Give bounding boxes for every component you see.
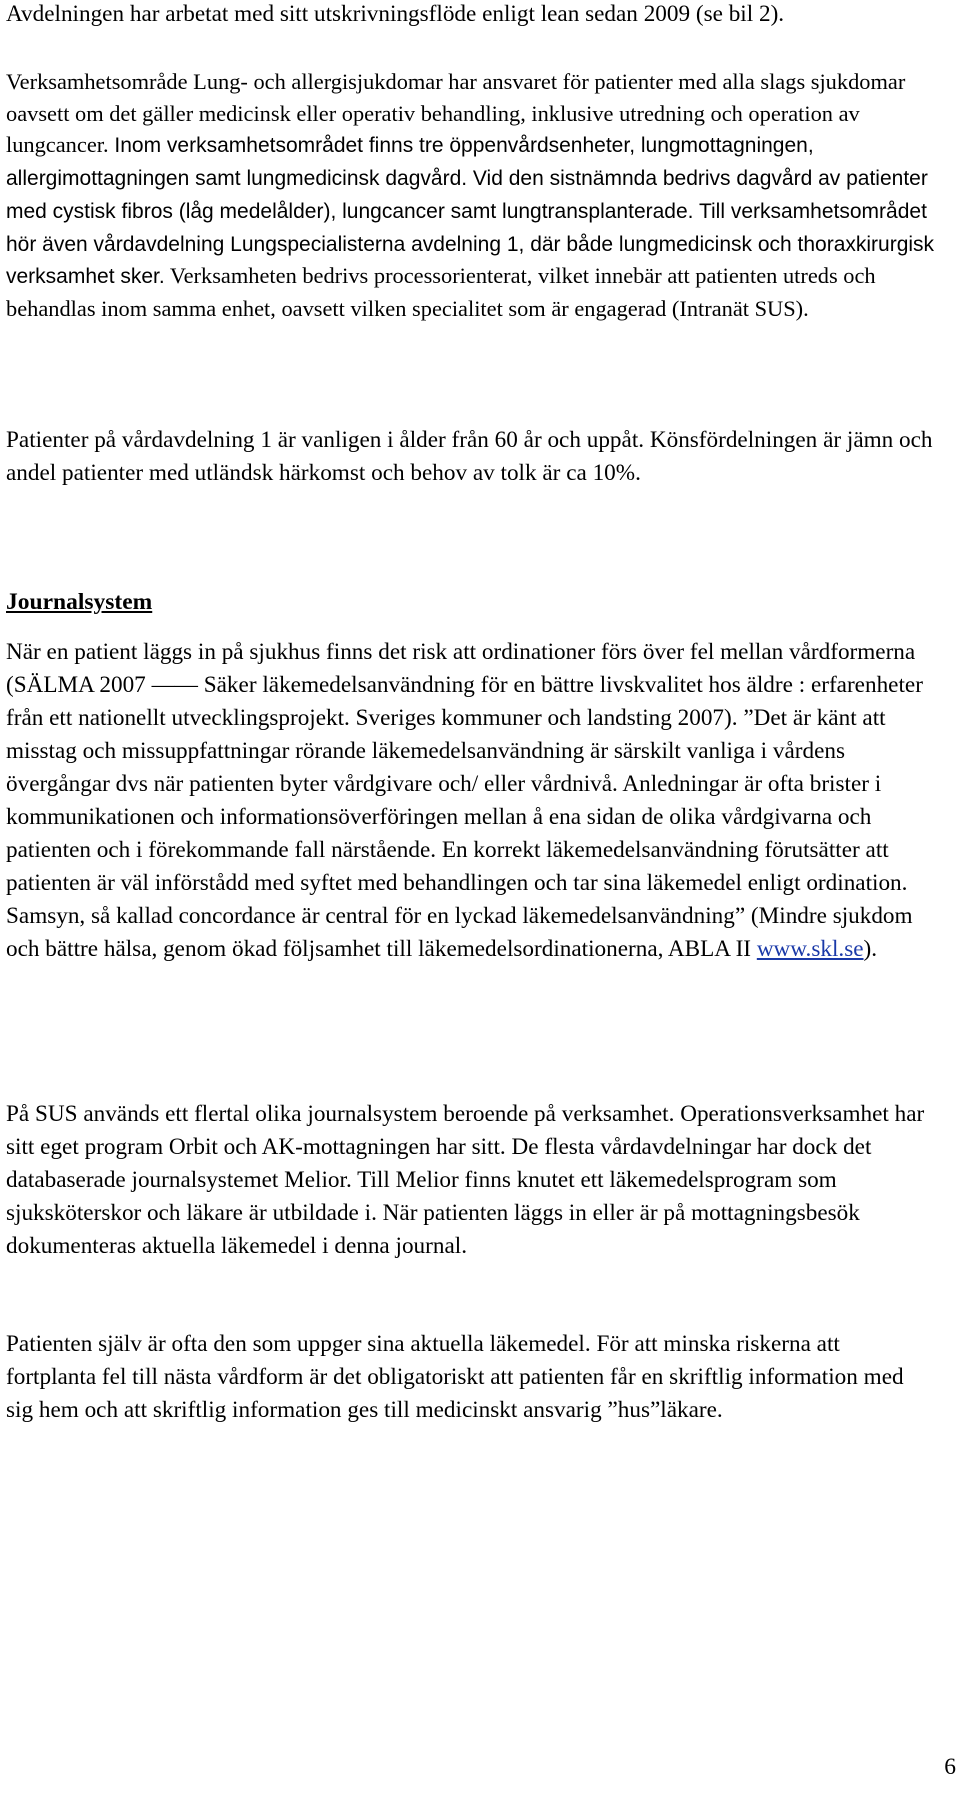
skl-link[interactable]: www.skl.se (756, 936, 864, 962)
intro-fragment: Avdelningen har arbetat med sitt utskrivningsflöde enligt lean sedan 2009 (se bil 2). (6, 1, 785, 27)
paragraph-patients: Patienter på vårdavdelning 1 är vanligen i ålder från 60 år och uppåt. Könsfördelningen är jämn och andel patienter med utländsk härkomst och behov av tolk är ca 10%. (6, 427, 933, 486)
page-number: 6 (944, 1754, 956, 1780)
lung-sentence-4: Till verksamhetsområdet hör även vårdavdelning Lungspecialisterna avdelning 1, där både lungmedicinsk och thoraxkirurgisk verksamhet sker. (6, 199, 935, 289)
journal-text: När en patient läggs in på sjukhus finns det risk att ordinationer förs över fel mellan vårdformerna (SÄLMA 2007 —— Säker läkemedelsanvändning för en bättre livskvalitet hos äldre : erfarenheter från ett nationellt utvecklingsprojekt. Sveriges kommuner och landsting 2007). ”Det är känt att misstag och missuppfattningar rörande läkemedelsanvändning är särskilt vanliga i vårdens övergångar dvs när patienten byter vårdgivare och/ eller vårdnivå. Anledningar är ofta brister i kommunikationen och informationsöverföringen mellan å ena sidan de olika vårdgivarna och patienten och i förekommande fall närstående. En korrekt läkemedelsanvändning förutsätter att patienten är väl införstådd med syftet med behandlingen och tar sina läkemedel enligt ordination. Samsyn, så kallad concordance är central för en lyckad läkemedelsanvändning” (Mindre sjukdom och bättre hälsa, genom ökad följsamhet till läkemedelsordinationerna, ABLA II (6, 639, 923, 962)
paragraph-lung-allergy (6, 66, 936, 325)
section-heading-journalsystem: Journalsystem (6, 589, 153, 615)
lung-sentence-1: Verksamhetsområde Lung- och allergisjukdomar har ansvaret för patienter med alla slags sjukdomar oavsett om det gäller medicinsk eller operativ behandling, inklusive utredning och operation av lungcancer. (6, 69, 906, 158)
lung-sentence-5: Verksamheten bedrivs processorienterat, vilket innebär att patienten utreds och behandlas inom samma enhet, oavsett vilken specialitet som är engagerad (Intranät SUS). (6, 263, 876, 321)
paragraph-sus-journal: På SUS används ett flertal olika journalsystem beroende på verksamhet. Operationsverksamhet har sitt eget program Orbit och AK-mottagningen har sitt. De flesta vårdavdelningar har dock det databaserade journalsystemet Melior. Till Melior finns knutet ett läkemedelsprogram som sjuksköterskor och läkare är utbildade i. När patienten läggs in eller är på mottagningsbesök dokumenteras aktuella läkemedel i denna journal. (6, 1101, 925, 1259)
paragraph-journalsystem (6, 636, 931, 966)
lung-sentence-2: Inom verksamhetsområdet finns tre öppenvårdsenheter, lungmottagningen, allergimottagningen samt lungmedicinsk dagvård. (6, 134, 814, 191)
paragraph-patient-self: Patienten själv är ofta den som uppger sina aktuella läkemedel. För att minska riskerna att fortplanta fel till nästa vårdform är det obligatoriskt att patienten får en skriftlig information med sig hem och att skriftlig information ges till medicinskt ansvarig ”hus”läkare. (6, 1331, 904, 1423)
lung-sentence-3: Vid den sistnämnda bedrivs dagvård av patienter med cystisk fibros (låg medelålder), lungcancer samt lungtransplanterade. (6, 167, 928, 223)
journal-tail: ). (863, 936, 878, 962)
